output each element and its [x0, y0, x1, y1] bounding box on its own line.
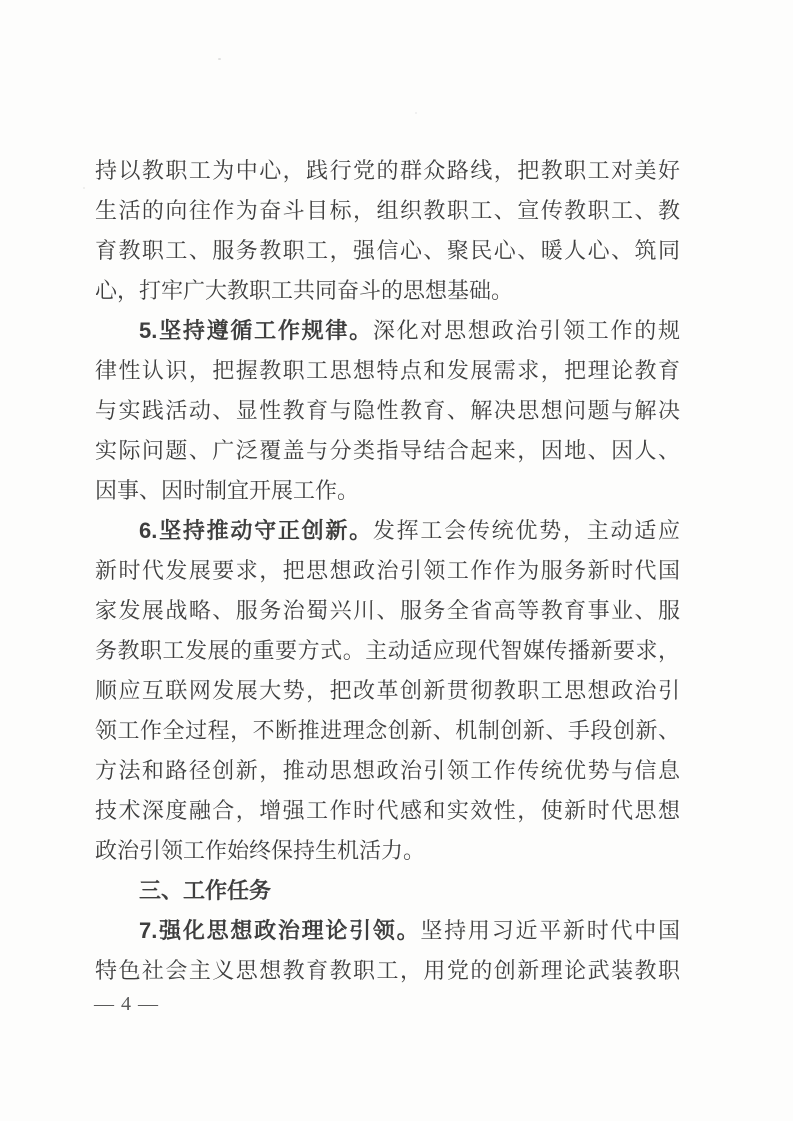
bold-text-segment: 7.强化思想政治理论引领。 [139, 918, 421, 943]
bold-text-segment: 5.坚持遵循工作规律。 [139, 318, 373, 343]
text-segment: 实际问题、广泛覆盖与分类指导结合起来，因地、因人、 [95, 438, 680, 463]
text-line [95, 271, 680, 311]
scan-speck [415, 112, 417, 114]
text-line [95, 551, 680, 591]
text-line [95, 431, 680, 471]
scan-speck [83, 187, 85, 189]
text-segment: 政治引领工作始终保持生机活力。 [95, 838, 426, 863]
text-line [95, 951, 680, 991]
text-line [95, 911, 680, 951]
text-segment: 新时代发展要求，把思想政治引领工作作为服务新时代国 [95, 558, 680, 583]
text-line [95, 871, 680, 911]
text-line [95, 231, 680, 271]
bold-text-segment: 6.坚持推动守正创新。 [139, 518, 373, 543]
text-segment: 持以教职工为中心，践行党的群众路线，把教职工对美好 [95, 158, 680, 183]
text-line [95, 311, 680, 351]
bold-text-segment: 三、工作任务 [139, 878, 272, 903]
text-segment: 技术深度融合，增强工作时代感和实效性，使新时代思想 [95, 798, 680, 823]
text-segment: 坚持用习近平新时代中国 [420, 918, 680, 943]
text-segment: 因事、因时制宜开展工作。 [95, 478, 360, 503]
text-line [95, 671, 680, 711]
text-line [95, 391, 680, 431]
text-segment: 特色社会主义思想教育教职工，用党的创新理论武装教职 [95, 958, 680, 983]
text-segment: 律性认识，把握教职工思想特点和发展需求，把理论教育 [95, 358, 680, 383]
text-line [95, 471, 680, 511]
text-line [95, 751, 680, 791]
text-line [95, 791, 680, 831]
text-line [95, 191, 680, 231]
text-line [95, 591, 680, 631]
text-segment: 心，打牢广大教职工共同奋斗的思想基础。 [95, 278, 514, 303]
text-segment: 育教职工、服务教职工，强信心、聚民心、暖人心、筑同 [95, 238, 680, 263]
page-number: — 4 — [94, 993, 159, 1015]
text-line [95, 831, 680, 871]
text-segment: 领工作全过程，不断推进理念创新、机制创新、手段创新、 [95, 718, 680, 743]
text-line [95, 711, 680, 751]
text-segment: 深化对思想政治引领工作的规 [372, 318, 680, 343]
text-segment: 方法和路径创新，推动思想政治引领工作传统优势与信息 [95, 758, 680, 783]
text-segment: 生活的向往作为奋斗目标，组织教职工、宣传教职工、教 [95, 198, 680, 223]
text-line [95, 511, 680, 551]
text-line [95, 351, 680, 391]
text-segment: 发挥工会传统优势，主动适应 [372, 518, 680, 543]
text-line [95, 631, 680, 671]
text-segment: 务教职工发展的重要方式。主动适应现代智媒传播新要求， [95, 638, 680, 663]
scan-speck [218, 58, 221, 60]
document-body [95, 151, 680, 991]
text-segment: 与实践活动、显性教育与隐性教育、解决思想问题与解决 [95, 398, 680, 423]
text-segment: 顺应互联网发展大势，把改革创新贯彻教职工思想政治引 [95, 678, 680, 703]
text-line [95, 151, 680, 191]
text-segment: 家发展战略、服务治蜀兴川、服务全省高等教育事业、服 [95, 598, 680, 623]
